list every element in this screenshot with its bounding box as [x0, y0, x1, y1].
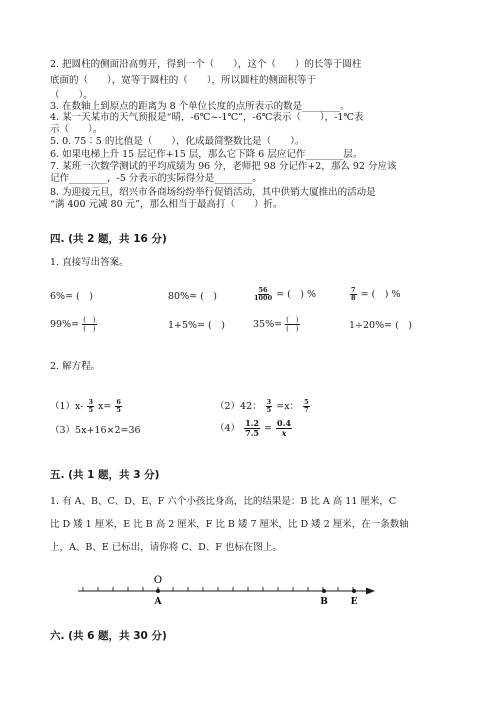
equation-text: x=: [98, 401, 112, 412]
fraction: [276, 419, 292, 438]
point-e: [352, 589, 356, 593]
fraction-denominator: 5: [88, 406, 94, 414]
calc-head: 35%=: [253, 319, 283, 330]
q2-line1: 2. 把圆柱的侧面沿高剪开，得到一个（ ），这个（ ）的长等于圆柱: [50, 59, 362, 70]
q8-line1: 8. 为迎接元旦，绍兴市各商场纷纷举行促销活动，其中供销大厦推出的活动是: [50, 187, 376, 198]
label-b: B: [320, 597, 328, 607]
number-line-ticks: [83, 587, 353, 591]
number-line-arrow: [366, 588, 375, 595]
calc-6-percent: 6%= ( ): [50, 291, 93, 302]
fraction-numerator: 6: [116, 398, 121, 406]
section6-title: 六. (共 6 题，共 30 分): [50, 630, 167, 642]
q7-line2: 记作________，-5 分表示的实际得分是________。: [50, 173, 262, 184]
fraction-denominator: ( ): [83, 325, 96, 333]
section4-title: 四. (共 2 题，共 16 分): [50, 233, 167, 245]
calc-56-over-1000: [253, 287, 316, 302]
fraction-numerator: 3: [266, 398, 272, 406]
fraction: [350, 287, 357, 302]
q8-line2: “满 400 元减 80 元”，那么相当于最高打（ ）折。: [50, 199, 283, 210]
calc-99-percent: [50, 316, 97, 333]
q4-line2: 示（ ）。: [50, 124, 103, 135]
fraction-denominator: ( ): [286, 325, 299, 333]
q2-line3: （ ）。: [50, 90, 93, 101]
q2-line2: 底面的（ ），宽等于圆柱的（ ），所以圆柱的侧面积等于: [50, 75, 317, 86]
calc-head: 99%=: [50, 319, 80, 330]
fraction-numerator: 56: [258, 286, 268, 294]
fraction-numerator: 1.2: [245, 418, 259, 428]
fraction-denominator: 7.5: [245, 428, 259, 438]
fraction-numerator: 3: [88, 398, 94, 406]
number-line: [0, 565, 500, 615]
s4-q2-label: 2. 解方程。: [50, 361, 101, 372]
equation-text: （1）x-: [50, 401, 84, 412]
fraction-blank: [82, 316, 96, 333]
equation-4: [215, 419, 293, 438]
calc-35-percent: [253, 316, 300, 333]
calc-1-plus-5-percent: 1+5%= ( ): [168, 320, 225, 331]
q5-line: 5. 0. 75∶5 的比值是（ ），化成最简整数比是（ ）。: [50, 136, 305, 147]
equation-2: [215, 399, 311, 414]
fraction-numerator: 7: [351, 286, 356, 294]
fraction: [266, 399, 273, 414]
calc-80-percent: 80%= ( ): [168, 291, 218, 302]
fraction-blank: [285, 316, 299, 333]
fraction: [303, 399, 310, 414]
calc-tail: = ( ) %: [276, 289, 317, 300]
s4-q1-label: 1. 直接写出答案。: [50, 257, 129, 268]
fraction-numerator: ( ): [286, 316, 299, 324]
fraction: [87, 399, 94, 414]
q4-line1: 4. 某一天某市的天气预报是“晴，-6℃~-1℃”，-6℃表示（ ），-1℃表: [50, 112, 364, 123]
fraction-denominator: x: [281, 428, 287, 438]
fraction: [244, 419, 260, 438]
calc-1-div-20-percent: 1÷20%= ( ): [349, 320, 413, 331]
fraction-denominator: 5: [266, 406, 272, 414]
fraction-denominator: 7: [304, 406, 309, 414]
equation-text: （4）: [215, 423, 241, 434]
fraction: [115, 399, 122, 414]
calc-7-over-8: [349, 287, 401, 302]
equation-text: =x：: [276, 401, 300, 412]
fraction-denominator: 5: [116, 406, 121, 414]
fraction-numerator: ( ): [83, 316, 96, 324]
s5-q1-line1: 1. 有 A、B、C、D、E、F 六个小孩比身高，比的结果是：B 比 A 高 11 厘米，C: [50, 496, 397, 507]
point-b: [322, 589, 326, 593]
section5-title: 五. (共 1 题，共 3 分): [50, 469, 160, 481]
q3-line: 3. 在数轴上到原点的距离为 8 个单位长度的点所表示的数是________。: [50, 101, 350, 112]
origin-label: O: [153, 575, 163, 586]
s5-q1-line2: 比 D 矮 1 厘米，E 比 B 高 2 厘米，F 比 B 矮 7 厘米，比 D 矮 2 厘米，在一条数轴: [50, 519, 409, 530]
label-e: E: [350, 597, 358, 607]
equation-1: [50, 399, 123, 414]
s5-q1-line3: 上，A、B、E 已标出，请你将 C、D、F 也标在图上。: [50, 542, 282, 553]
fraction: [254, 287, 272, 302]
point-a: [156, 589, 160, 593]
equation-3: （3）5x+16×2=36: [50, 425, 141, 436]
q7-line1: 7. 某班一次数学测试的平均成绩为 96 分，老师把 98 分记作+2，那么 92 分应该: [50, 161, 397, 172]
equation-text: （2）42：: [215, 401, 262, 412]
fraction-denominator: 1000: [254, 294, 273, 302]
label-a: A: [154, 597, 162, 607]
fraction-denominator: 8: [351, 294, 356, 302]
equation-text: =: [264, 423, 272, 434]
q6-line: 6. 如果电梯上升 15 层记作+15 层，那么它下降 6 层应记作________层。: [50, 149, 363, 160]
calc-tail: = ( ) %: [360, 289, 401, 300]
fraction-numerator: 5: [304, 398, 309, 406]
fraction-numerator: 0.4: [277, 418, 291, 428]
